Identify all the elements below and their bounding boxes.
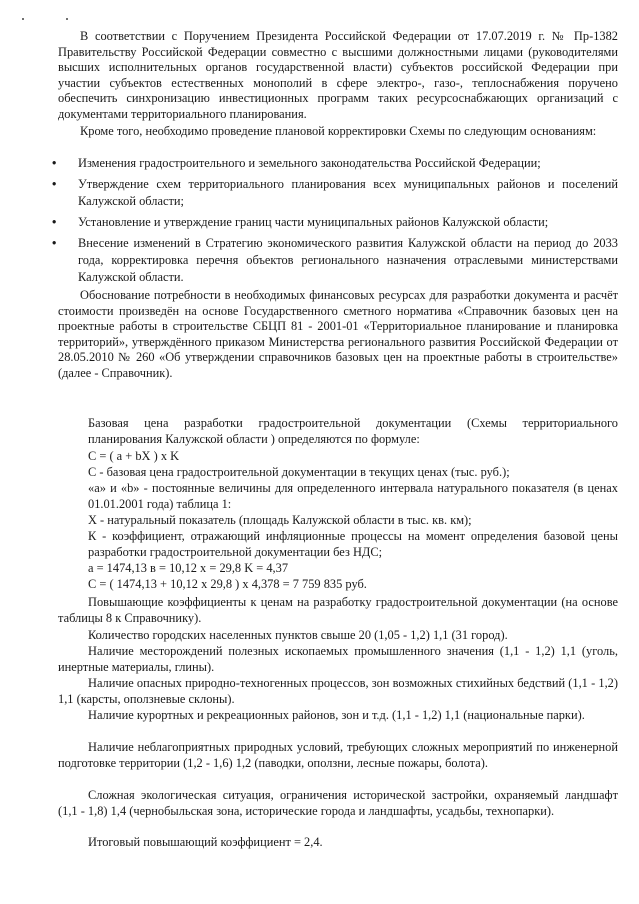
total-coefficient: Итоговый повышающий коэффициент = 2,4.: [88, 835, 323, 849]
coefficient-natural-conditions: Наличие неблагоприятных природных условий, требующих сложных мероприятий по инженерной подготовке территории (1,2 - 1,6) 1,2 (паводки, оползни, лесные пожары, болота).: [58, 740, 618, 770]
bullet-icon: •: [52, 215, 57, 229]
list-item: • Внесение изменений в Стратегию экономического развития Калужской области на период до 2033 года, корректировка перечня объектов регионального назначения отраслевыми министерствами Калужской области.: [52, 236, 618, 284]
definition-k: К - коэффициент, отражающий инфляционные процессы на момент определения базовой цены разработки градостроительной документации без НДС;: [88, 529, 618, 559]
paragraph-increasing-coefficients: Повышающие коэффициенты к ценам на разработку градостроительной документации (на основе таблицы 8 к Справочнику).: [58, 595, 618, 625]
paragraph-presidential-order: В соответствии с Поручением Президента Российской Федерации от 17.07.2019 г. № Пр-1382 Правительству Российской Федерации совместно с высшими должностными лицами (руководителями высших исполнительных органов государственной власти) субъектов российской Федерации при участии субъектов естественных монополий в сфере электро-, газо-, теплоснабжения поручено обеспечить синхронизацию инвестиционных программ таких ресурсоснабжающих организаций с документами территориального планирования.: [58, 29, 618, 121]
bullet-icon: •: [52, 156, 57, 170]
definition-c: С - базовая цена градостроительной документации в текущих ценах (тыс. руб.);: [88, 465, 510, 479]
paragraph-justification: Обоснование потребности в необходимых финансовых ресурсах для разработки документа и расчёт стоимости произведён на основе Государственного сметного норматива «Справочник базовых цен на проектные работы в строительстве СБЦП 81 - 2001-01 «Территориальное планирование и планировка территорий», утверждённого приказом Министерства регионального развития Российской Федерации от 28.05.2010 № 260 «Об утверждении справочников базовых цен на проектные работы в строительстве» (далее - Справочник).: [58, 288, 618, 380]
scan-speck: [66, 18, 68, 20]
bullet-icon: •: [52, 177, 57, 191]
list-item: • Утверждение схем территориального планирования всех муниципальных районов и поселений Калужской области;: [52, 177, 618, 208]
paragraph-correction-grounds: Кроме того, необходимо проведение плановой корректировки Схемы по следующим основаниям:: [80, 124, 597, 138]
list-item: • Установление и утверждение границ части муниципальных районов Калужской области;: [52, 215, 549, 229]
formula-line: C = ( a + bX ) x K: [88, 449, 180, 463]
coefficient-cities: Количество городских населенных пунктов свыше 20 (1,05 - 1,2) 1,1 (31 город).: [88, 628, 508, 642]
grounds-list: [52, 155, 618, 290]
coefficient-ecology: Сложная экологическая ситуация, ограничения исторической застройки, охраняемый ландшафт (1,1 - 1,8) 1,4 (чернобыльская зона, исторические города и ландшафты, усадьбы, технопарки).: [58, 788, 618, 818]
list-item: • Изменения градостроительного и земельного законодательства Российской Федерации;: [52, 156, 541, 170]
scan-speck: [22, 18, 24, 20]
paragraph-base-price: Базовая цена разработки градостроительной документации (Схемы территориального планирования Калужской области ) определяются по формуле:: [88, 416, 618, 446]
definition-a-b: «а» и «b» - постоянные величины для определенного интервала натурального показателя (в ценах 01.01.2001 года) таблица 1:: [88, 481, 618, 511]
bullet-icon: •: [52, 236, 57, 250]
coefficient-values: a = 1474,13 в = 10,12 x = 29,8 K = 4,37: [88, 561, 289, 575]
calculation-line: C = ( 1474,13 + 10,12 x 29,8 ) x 4,378 = 7 759 835 руб.: [88, 577, 367, 591]
definition-x: Х - натуральный показатель (площадь Калужской области в тыс. кв. км);: [88, 513, 472, 527]
coefficient-hazards: Наличие опасных природно-техногенных процессов, зон возможных стихийных бедствий (1,1 - 1,2) 1,1 (карсты, оползневые склоны).: [58, 676, 618, 706]
coefficient-resorts: Наличие курортных и рекреационных районов, зон и т.д. (1,1 - 1,2) 1,1 (национальные парки).: [88, 708, 585, 722]
coefficient-minerals: Наличие месторождений полезных ископаемых промышленного значения (1,1 - 1,2) 1,1 (уголь, инертные материалы, глины).: [58, 644, 618, 674]
